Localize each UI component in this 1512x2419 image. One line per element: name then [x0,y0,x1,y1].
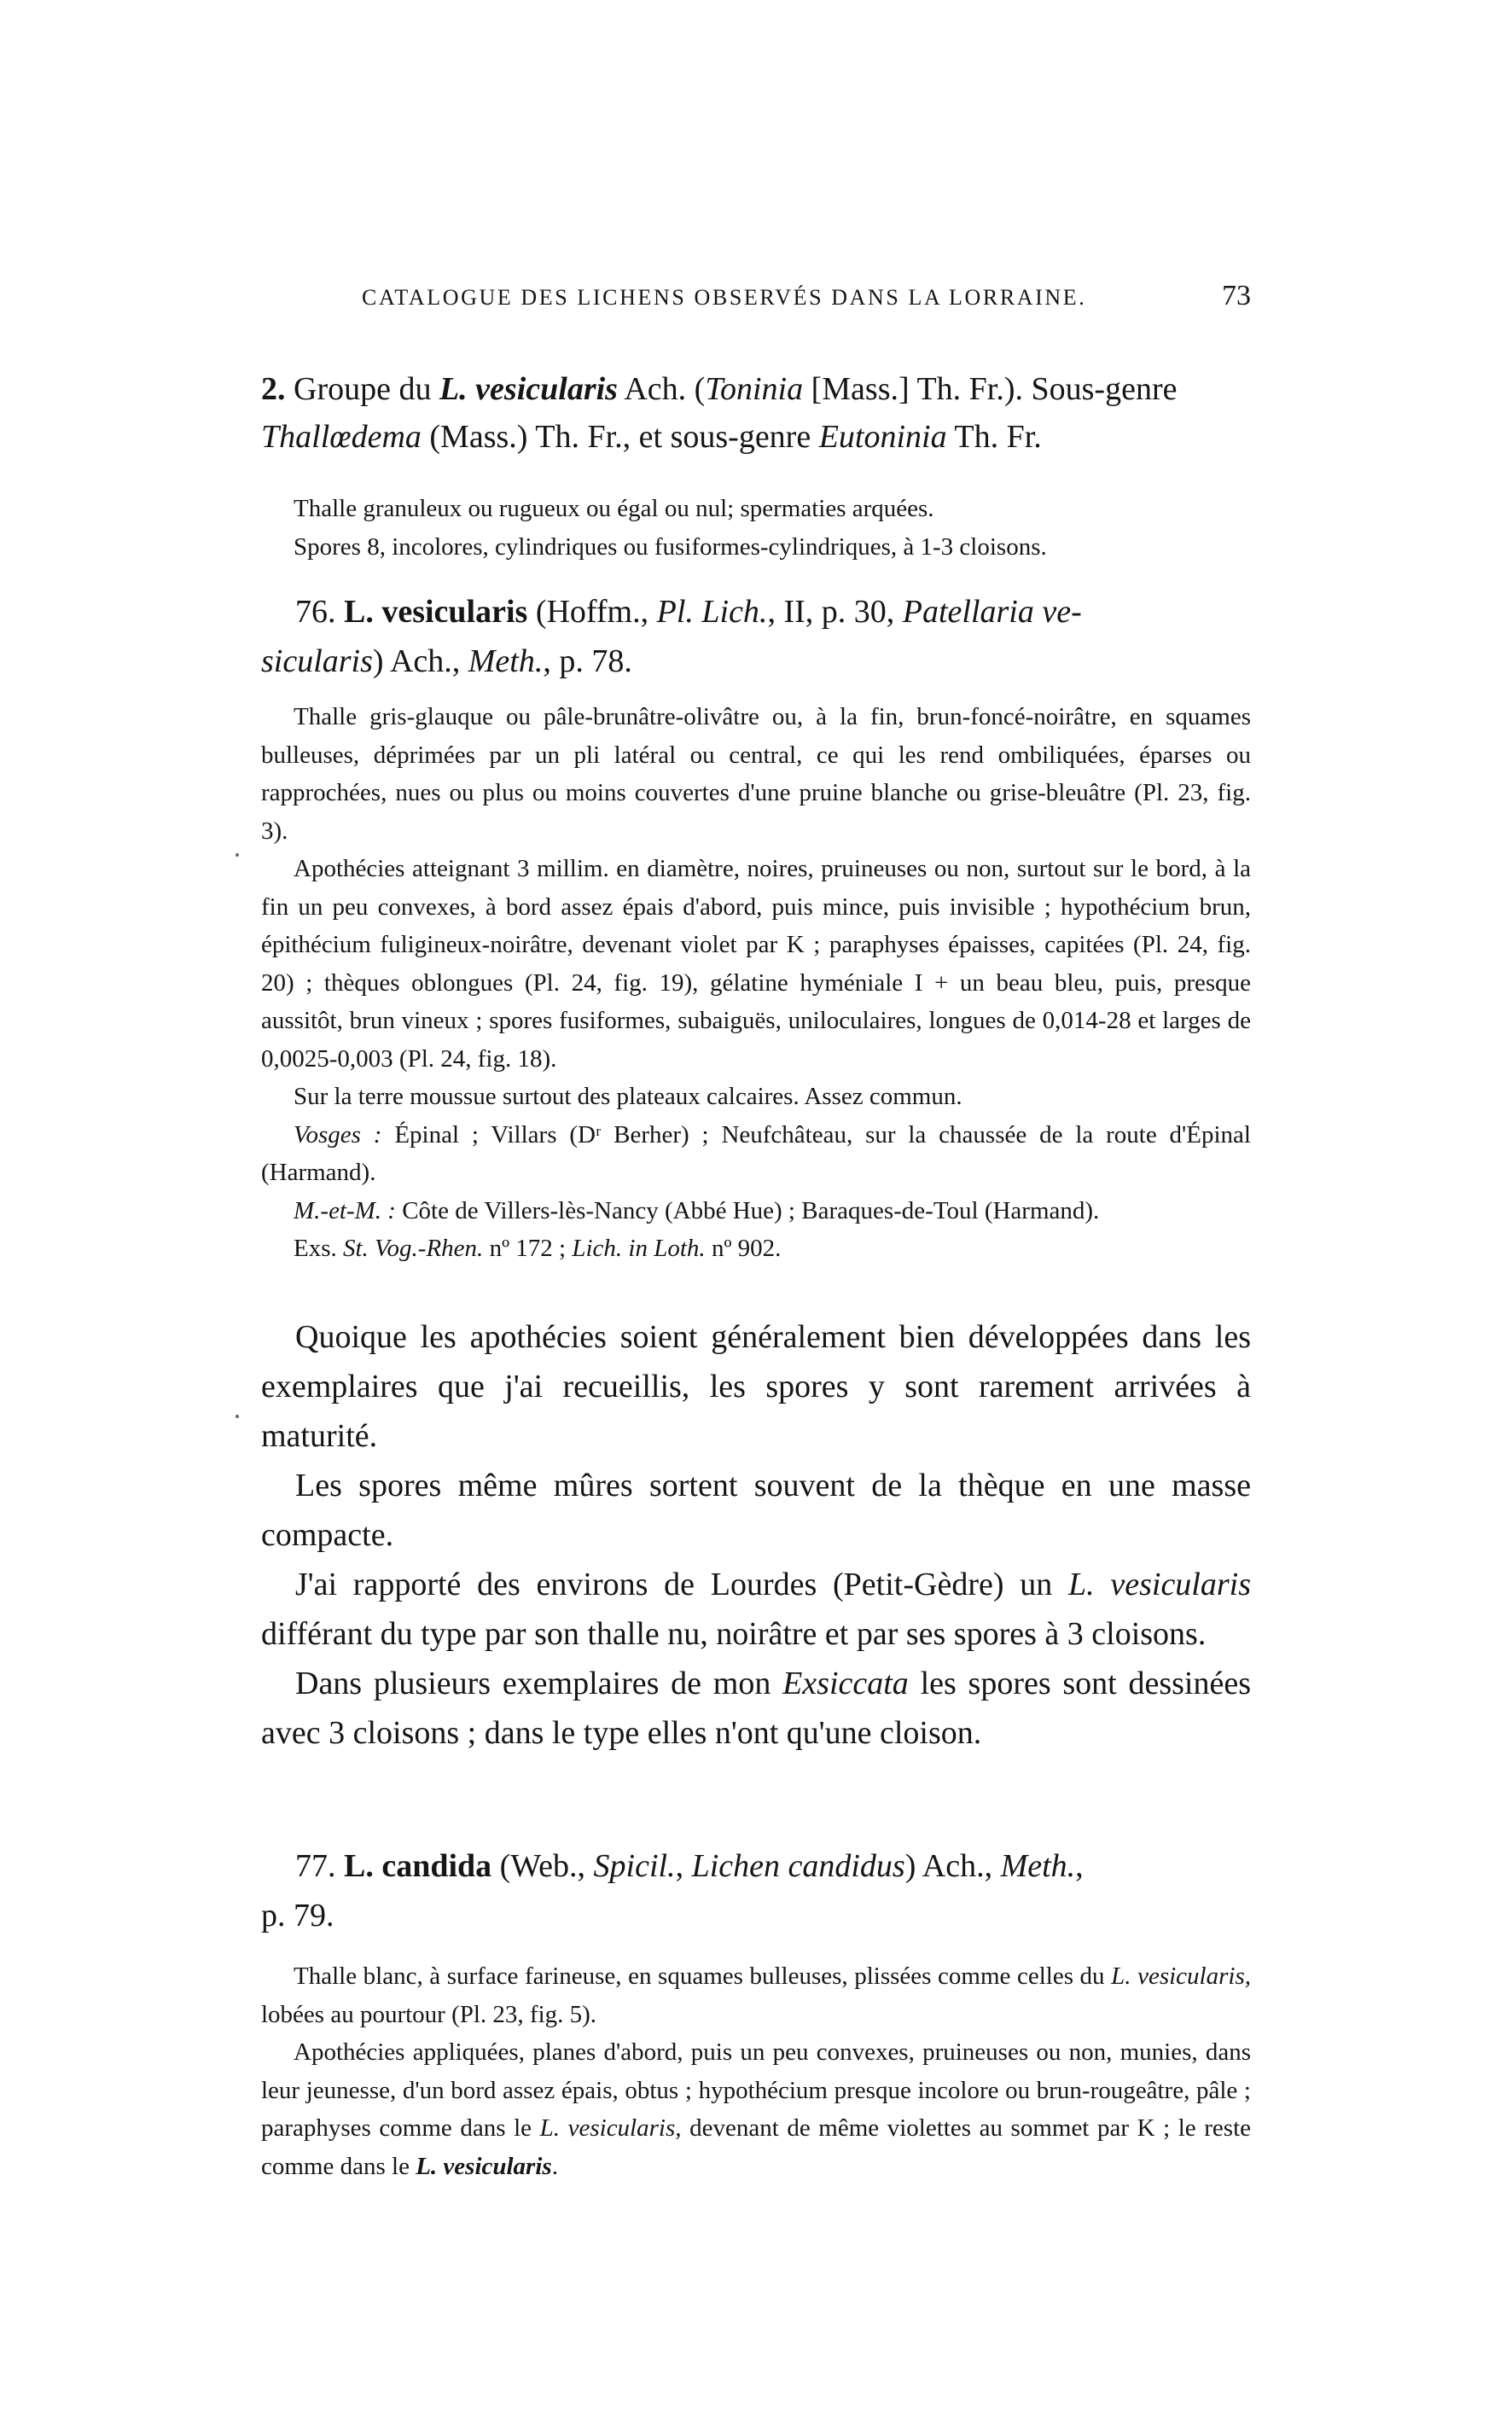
species-76-number: 76. [295,594,344,630]
vosges-label: Vosges : [294,1120,382,1148]
species-76-name: L. vesicularis [344,594,528,630]
group-title: 2. Groupe du L. vesicularis Ach. (Toninia [Mass.] Th. Fr.). Sous-genre Thallœdema (Mass.) Th. Fr., et sous-genre Eutoninia Th. Fr. [261,371,1178,455]
print-speck [236,853,239,857]
species-76-notes [261,1312,1251,1758]
species-77-description [261,1957,1251,2185]
species-77-heading: 77. L. candida (Web., Spicil., Lichen candidus) Ach., Meth., p. 79. [261,1848,1084,1933]
subgenus-name: Thallœdema [261,419,422,455]
print-speck [236,1415,239,1418]
species-76-vosges: Vosges : Épinal ; Villars (Dʳ Berher) ; Neufchâteau, sur la chaussée de la route d'Épinal (Harmand). [261,1120,1251,1186]
note-lourdes: J'ai rapporté des environs de Lourdes (Petit-Gèdre) un L. vesicularis différant du type par son thalle nu, noirâtre et par ses spores à 3 cloisons. [261,1567,1251,1652]
note-compact-mass: Les spores même mûres sortent souvent de la thèque en une masse compacte. [261,1468,1251,1553]
page-number: 73 [1222,280,1251,311]
group-number: 2. [261,371,286,407]
species-77-apothecies: Apothécies appliquées, planes d'abord, puis un peu convexes, pruineuses ou non, munies, dans leur jeunesse, d'un bord assez épais, obtus ; hypothécium presque incolore ou brun-rougeâtre, pâle ; paraphyses comme dans le L. vesicularis, devenant de même violettes au sommet par K ; le reste comme dans le L. vesicularis. [261,2038,1251,2180]
species-77-name: L. candida [344,1848,492,1884]
note-maturity: Quoique les apothécies soient généralement bien développées dans les exemplaires que j'ai recueillis, les spores y sont rarement arrivées à maturité. [261,1319,1251,1454]
group-heading [261,365,1251,461]
species-77-thalle: Thalle blanc, à surface farineuse, en squames bulleuses, plissées comme celles du L. vesicularis, lobées au pourtour (Pl. 23, fig. 5). [261,1963,1251,2028]
group-desc-thalle: Thalle granuleux ou rugueux ou égal ou nul; spermaties arquées. [294,495,934,522]
group-desc-spores: Spores 8, incolores, cylindriques ou fusiformes-cylindriques, à 1-3 cloisons. [294,532,1047,561]
species-76-apothecies: Apothécies atteignant 3 millim. en diamètre, noires, pruineuses ou non, surtout sur le bord, à la fin un peu convexes, à bord assez épais d'abord, puis mince, puis invisible ; hypothécium brun, épithécium fuligineux-noirâtre, devenant violet par K ; paraphyses épaisses, capitées (Pl. 24, fig. 20) ; thèques oblongues (Pl. 24, fig. 19), gélatine hyméniale I + un beau bleu, puis, presque aussitôt, brun vineux ; spores fusiformes, subaiguës, uniloculaires, longues de 0,014-28 et larges de 0,0025-0,003 (Pl. 24, fig. 18). [261,855,1251,1073]
note-exsiccata: Dans plusieurs exemplaires de mon Exsiccata les spores sont dessinées avec 3 cloisons ; dans le type elles n'ont qu'une cloison. [261,1666,1252,1751]
group-species: L. vesicularis [439,371,618,407]
mm-label: M.-et-M. : [294,1196,396,1224]
species-76-description [261,698,1251,1268]
species-76-heading: 76. L. vesicularis (Hoffm., Pl. Lich., II, p. 30, Patellaria ve- sicularis) Ach., Meth., p. 78. [261,594,1082,679]
species-76-habitat: Sur la terre moussue surtout des plateaux calcaires. Assez commun. [294,1083,962,1110]
species-77-number: 77. [295,1848,344,1884]
species-76-exsiccata: Exs. St. Vog.-Rhen. nº 172 ; Lich. in Loth. nº 902. [294,1235,782,1262]
species-76-meurthe-et-moselle: M.-et-M. : Côte de Villers-lès-Nancy (Abbé Hue) ; Baraques-de-Toul (Harmand). [294,1196,1100,1224]
running-title: CATALOGUE DES LICHENS OBSERVÉS DANS LA LORRAINE. [362,285,1087,310]
running-header [362,280,1251,323]
species-76-thalle: Thalle gris-glauque ou pâle-brunâtre-olivâtre ou, à la fin, brun-foncé-noirâtre, en squames bulleuses, déprimées par un pli latéral ou central, ce qui les rend ombiliquées, éparses ou rapprochées, nues ou plus ou moins couvertes d'une pruine blanche ou grise-bleuâtre (Pl. 23, fig. 3). [261,703,1251,845]
group-description [261,490,1251,566]
